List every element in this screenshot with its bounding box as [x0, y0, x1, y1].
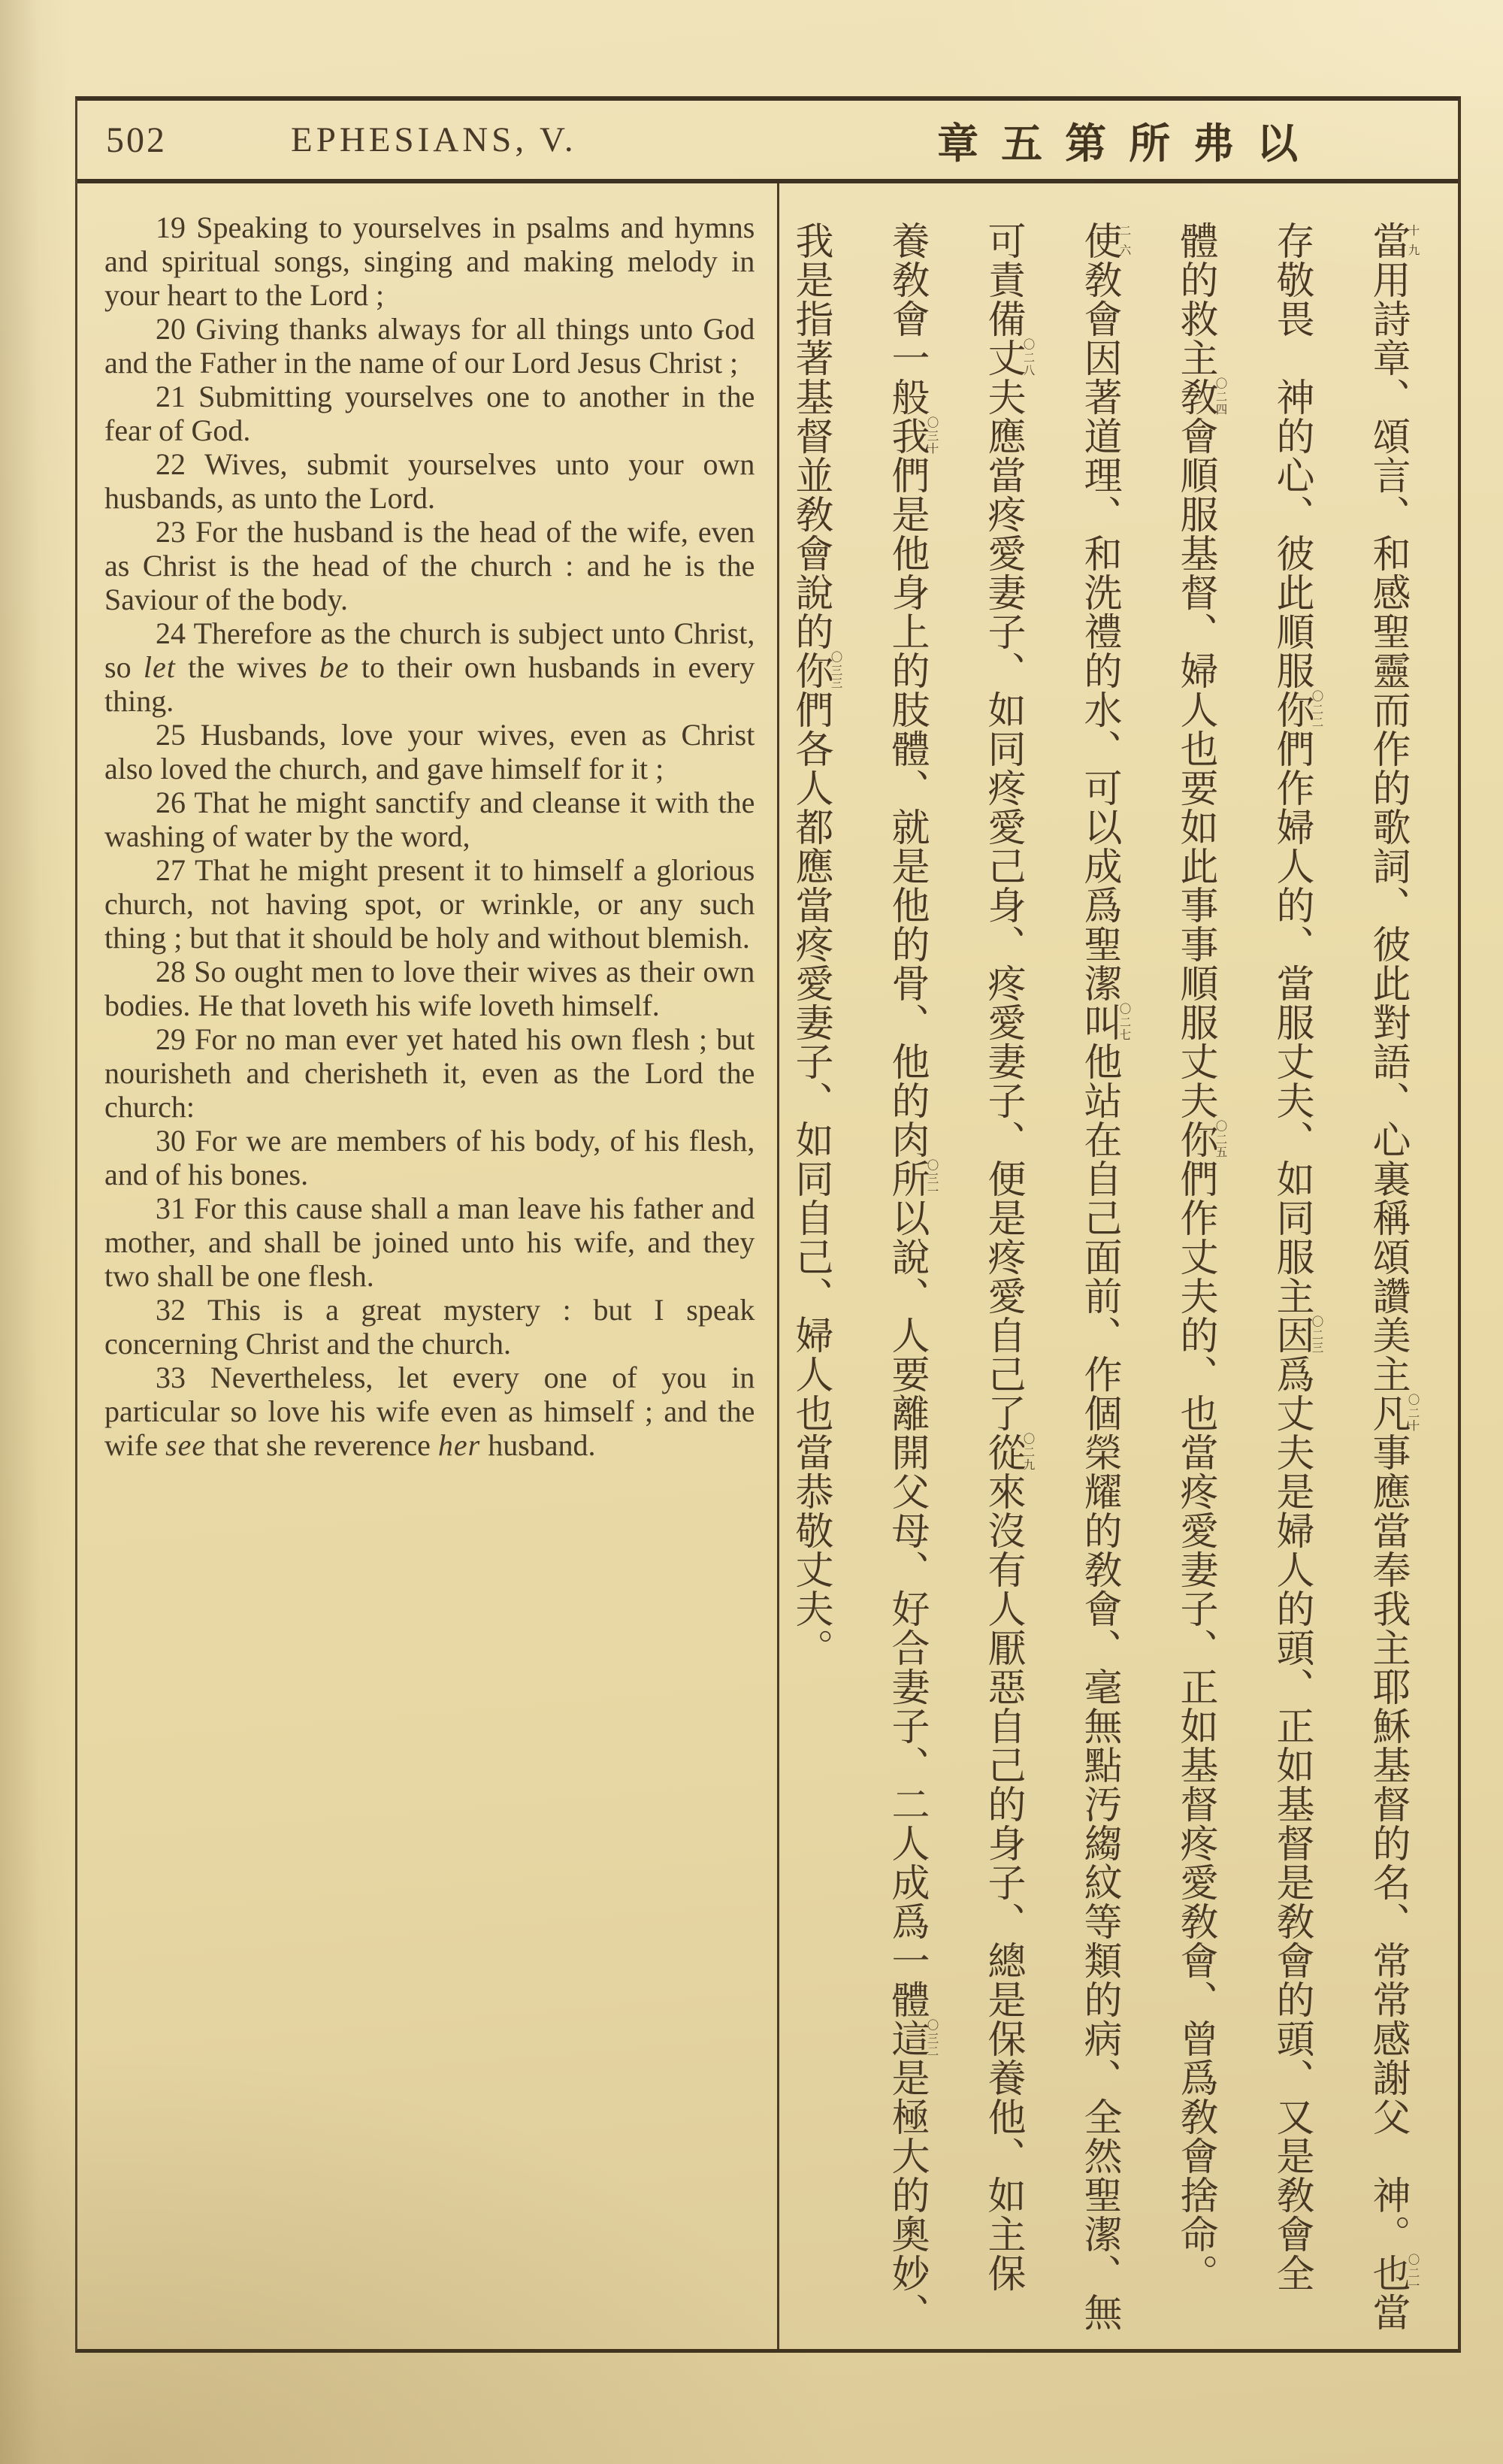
chinese-column: 可責備丈〇二八夫應當疼愛妻子、如同疼愛己身、疼愛妻子、便是疼愛自己了從〇二九來沒有人厭惡自己的身子、總是保養他、如主保	[981, 221, 1036, 2293]
english-verse: 32 This is a great mystery : but I speak concerning Christ and the church.	[104, 1293, 755, 1361]
chinese-column: 存敬畏 神的心、彼此順服你〇二二們作婦人的、當服丈夫、如同服主因〇二三爲丈夫是婦人的頭、正如基督是敎會的頭、又是敎會全	[1269, 221, 1324, 2293]
english-verse: 24 Therefore as the church is subject unto Christ, so let the wives be to their own husbands in every thing.	[104, 616, 755, 718]
chinese-column: 當十九用詩章、頌言、和感聖靈而作的歌詞、彼此對語、心裏稱頌讚美主凡〇二十事應當奉我主耶穌基督的名、常常感謝父 神。也〇二一當	[1365, 221, 1420, 2332]
english-verse: 22 Wives, submit yourselves unto your own husbands, as unto the Lord.	[104, 447, 755, 515]
english-verse: 23 For the husband is the head of the wife, even as Christ is the head of the church : and he is the Saviour of the body.	[104, 515, 755, 616]
english-verse: 33 Nevertheless, let every one of you in particular so love his wife even as himself ; and the wife see that she reverence her husband.	[104, 1361, 755, 1462]
header-title-english: EPHESIANS, V.	[291, 120, 577, 159]
page-number: 502	[106, 120, 167, 160]
english-verse: 19 Speaking to yourselves in psalms and hymns and spiritual songs, singing and making melody in your heart to the Lord ;	[104, 210, 755, 312]
page-frame	[75, 96, 1461, 2353]
english-verse: 27 That he might present it to himself a glorious church, not having spot, or wrinkle, or any such thing ; but that it should be holy and without blemish.	[104, 853, 755, 955]
page-body	[77, 183, 1458, 2349]
english-verse: 21 Submitting yourselves one to another in the fear of God.	[104, 380, 755, 447]
chinese-column: 養敎會一般我〇三十們是他身上的肢體、就是他的骨、他的肉所〇三一以說、人要離開父母、好合妻子、二人成爲一體這〇三二是極大的奧妙、	[885, 221, 939, 2332]
chinese-column: 體的救主敎〇二四會順服基督、婦人也要如此事事順服丈夫你〇二五們作丈夫的、也當疼愛妻子、正如基督疼愛敎會、曾爲敎會捨命。	[1173, 221, 1228, 2293]
english-verse: 26 That he might sanctify and cleanse it with the washing of water by the word,	[104, 786, 755, 853]
header-left	[77, 120, 777, 161]
english-verse: 30 For we are members of his body, of his flesh, and of his bones.	[104, 1124, 755, 1191]
english-verse: 25 Husbands, love your wives, even as Christ also loved the church, and gave himself for it ;	[104, 718, 755, 786]
chinese-text-column	[779, 183, 1458, 2349]
header-title-chinese: 章五第所弗以	[937, 118, 1321, 168]
chinese-column: 使二六敎會因著道理、和洗禮的水、可以成爲聖潔叫〇二七他站在自己面前、作個榮耀的敎會、毫無點汚縐紋等類的病、全然聖潔、無	[1077, 221, 1132, 2332]
page-gutter-shadow	[0, 0, 71, 2464]
header-right	[777, 110, 1458, 170]
english-verse: 28 So ought men to love their wives as their own bodies. He that loveth his wife loveth himself.	[104, 955, 755, 1022]
english-verse: 31 For this cause shall a man leave his father and mother, and shall be joined unto his wife, and they two shall be one flesh.	[104, 1191, 755, 1293]
english-verse: 29 For no man ever yet hated his own flesh ; but nourisheth and cherisheth it, even as the Lord the church:	[104, 1022, 755, 1124]
chinese-column: 我是指著基督並敎會說的你〇三三們各人都應當疼愛妻子、如同自己、婦人也當恭敬丈夫。	[788, 221, 843, 1667]
chinese-vertical-columns	[784, 221, 1435, 2393]
page-header	[77, 101, 1458, 183]
english-text-column	[77, 183, 777, 2349]
english-verse: 20 Giving thanks always for all things unto God and the Father in the name of our Lord Jesus Christ ;	[104, 312, 755, 380]
